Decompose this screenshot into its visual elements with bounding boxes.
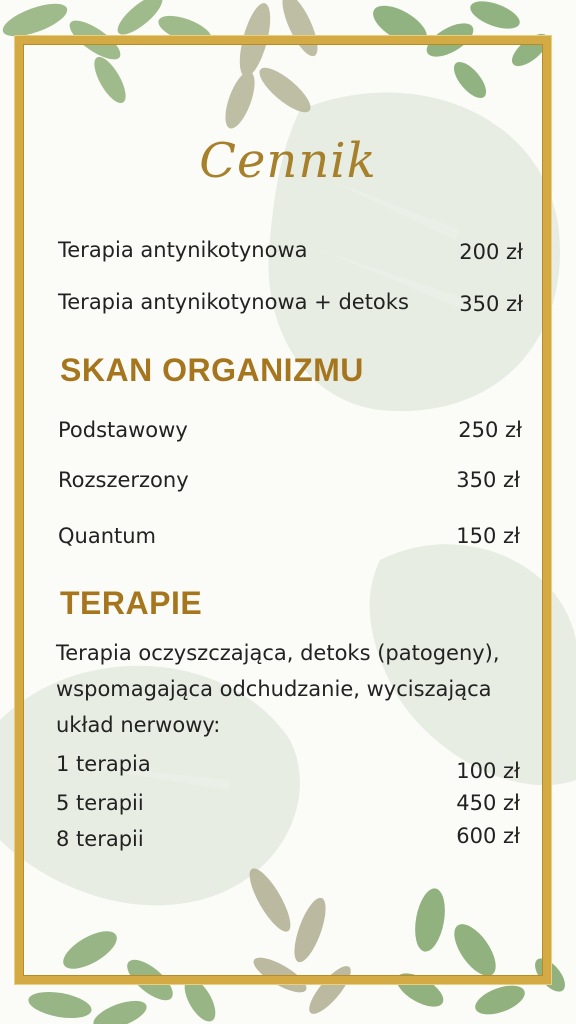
section-heading-therapies: TERAPIE: [60, 585, 203, 621]
price-item-label: Terapia antynikotynowa: [58, 238, 308, 262]
price-item-label: Rozszerzony: [58, 468, 189, 492]
price-item-value: 100 zł: [456, 759, 520, 783]
price-item-label: 1 terapia: [56, 752, 151, 776]
price-item-value: 350 zł: [456, 468, 520, 492]
price-item-label: 5 terapii: [56, 791, 144, 815]
price-item-label: Quantum: [58, 524, 157, 548]
therapies-description: Terapia oczyszczająca, detoks (patogeny), wspomagająca odchudzanie, wyciszająca układ nerwowy:: [56, 641, 500, 737]
section-heading-scan: SKAN ORGANIZMU: [60, 352, 364, 388]
price-item-label: 8 terapii: [56, 827, 144, 851]
price-item-value: 200 zł: [459, 240, 523, 264]
price-item-value: 350 zł: [459, 292, 523, 316]
price-item-value: 450 zł: [456, 791, 520, 815]
price-item-value: 150 zł: [456, 524, 520, 548]
price-item-value: 600 zł: [456, 824, 520, 848]
price-item-label: Podstawowy: [58, 418, 188, 442]
page-title: Cennik: [199, 133, 377, 189]
price-item-label: Terapia antynikotynowa + detoks: [58, 290, 409, 314]
price-item-value: 250 zł: [458, 418, 522, 442]
